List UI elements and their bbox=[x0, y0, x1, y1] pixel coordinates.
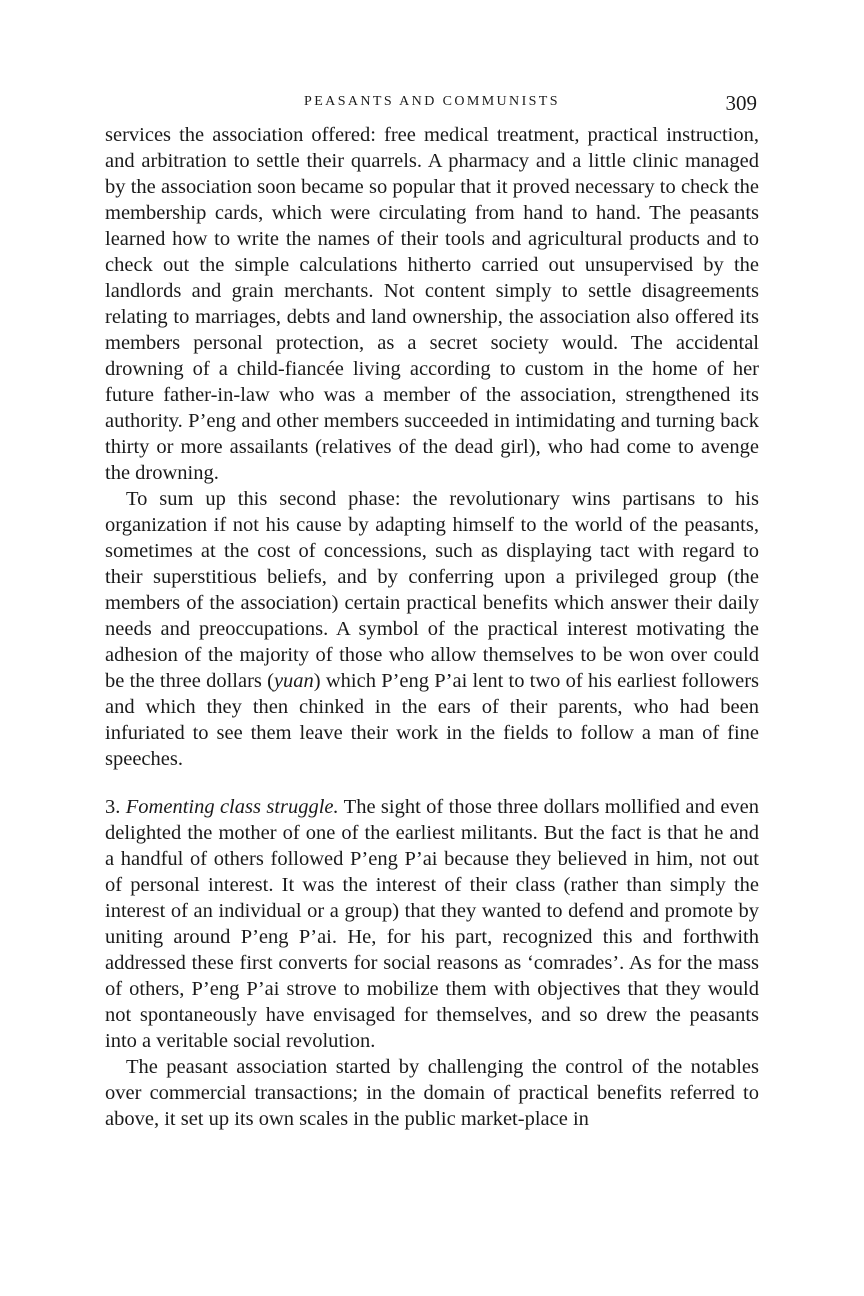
paragraph-text: The sight of those three dollars mollified and even delighted the mother of one of the earliest militants. But the fact is that he and a handful of others followed P’eng P’ai because they believed in him, not out of personal interest. It was the interest of their class (rather than simply the interest of an individual or a group) that they wanted to defend and promote by uniting around P’eng P’ai. He, for his part, recognized this and forthwith addressed these first converts for social reasons as ‘comrades’. As for the mass of others, P’eng P’ai strove to mobilize them with objectives that they would not spontaneously have envisaged for themselves, and so drew the peasants into a veritable social revolution. bbox=[105, 796, 760, 1052]
running-head bbox=[105, 92, 759, 116]
paragraph-services: services the association offered: free medical treatment, practical instruction, and arbitration to settle their quarrels. A pharmacy and a little clinic managed by the association soon became so popular that it proved necessary to check the membership cards, which were circulating from hand to hand. The peasants learned how to write the names of their tools and agricultural products and to check out the simple calculations hitherto carried out unsupervised by the landlords and grain merchants. Not content simply to settle disagreements relating to marriages, debts and land ownership, the association also offered its members personal protection, as a secret society would. The accidental drowning of a child-fiancée living according to custom in the home of her future father-in-law who was a member of the association, strengthened its authority. P’eng and other members succeeded in intimidating and turning back thirty or more assailants (relatives of the dead girl), who had come to avenge the drowning. bbox=[105, 124, 759, 484]
paragraph-peasant-association: The peasant association started by challenging the control of the notables over commercial transactions; in the domain of practical benefits referred to above, it set up its own scales in the public market-place in bbox=[105, 1056, 759, 1130]
italic-term-yuan: yuan bbox=[273, 670, 314, 692]
paragraph-section-3 bbox=[105, 794, 759, 1054]
paragraph-text: To sum up this second phase: the revolutionary wins partisans to his organization if not his cause by adapting himself to the world of the peasants, sometimes at the cost of concessions, such as displaying tact with regard to their superstitious beliefs, and by conferring upon a privileged group (the members of the association) certain practical benefits which answer their daily needs and preoccupations. A symbol of the practical interest motivating the adhesion of the majority of those who allow themselves to be won over could be the three dollars ( bbox=[105, 488, 759, 692]
page-number: 309 bbox=[725, 91, 757, 115]
paragraph-second-phase-summary bbox=[105, 486, 759, 772]
book-page bbox=[105, 92, 759, 1132]
paragraph-text: ) which P’eng P’ai lent to two of his earliest followers and which they then chinked in the ears of their parents, who had been infuriated to see them leave their work in the fields to follow a man of fine speeches. bbox=[105, 670, 759, 770]
section-heading: Fomenting class struggle. bbox=[125, 796, 339, 818]
running-title: PEASANTS AND COMMUNISTS bbox=[304, 94, 560, 109]
section-number: 3. bbox=[105, 796, 126, 818]
